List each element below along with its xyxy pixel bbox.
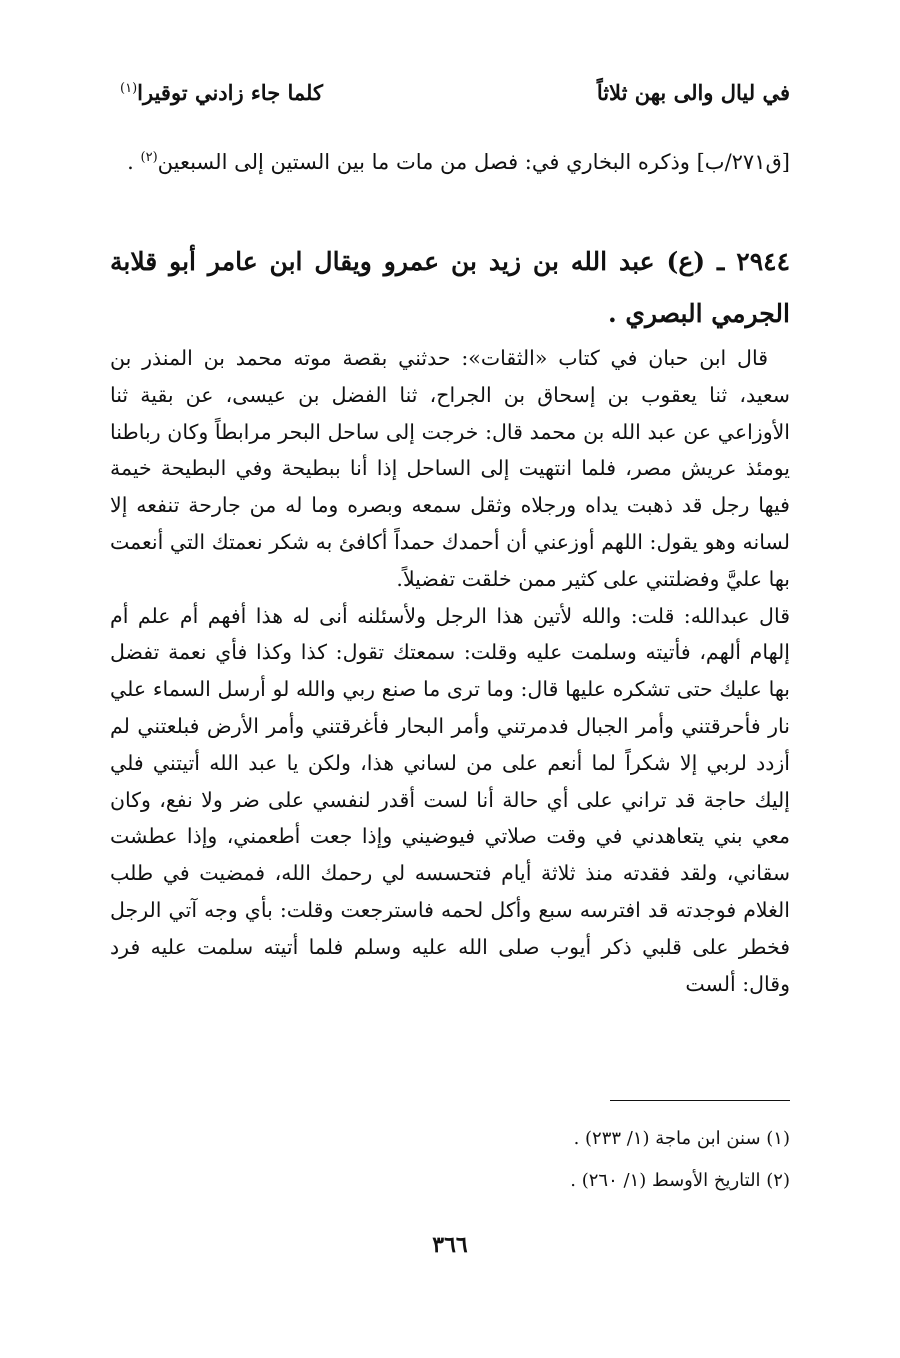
verse-right-hemistich: في ليال والى بهن ثلاثاً [596,80,790,105]
footnote-ref-2[interactable]: (٢) [140,150,158,165]
intro-body: [ق٢٧١/ب] وذكره البخاري في: فصل من مات ما بين الستين إلى السبعين [157,150,790,174]
poetry-verse [120,80,790,105]
body-text [110,340,790,1002]
page-number: ٣٦٦ [432,1232,468,1258]
verse-left-text: كلما جاء زادني توقيرا [137,80,323,105]
footnote-divider [610,1100,790,1101]
footnote-item: (٢) التاريخ الأوسط (١/ ٢٦٠) . [570,1170,790,1191]
intro-tail: . [127,150,141,174]
verse-left-hemistich [120,80,323,105]
footnote-ref-1[interactable]: (١) [120,81,138,96]
intro-text [110,138,790,182]
footnote-item: (١) سنن ابن ماجة (١/ ٢٣٣) . [573,1128,790,1149]
footnotes [110,1118,790,1202]
paragraph: قال ابن حبان في كتاب «الثقات»: حدثني بقصة موته محمد بن المنذر بن سعيد، ثنا يعقوب بن إسحاق بن الجراح، ثنا الفضل بن عيسى، عن بقية ثنا الأوزاعي عن عبد الله بن محمد قال: خرجت إلى ساحل البحر مرابطاً وكان رباطنا يومئذ عريش مصر، فلما انتهيت إلى الساحل إذا أنا ببطيحة وفي البطيحة خيمة فيها رجل قد ذهبت يداه ورجلاه وثقل سمعه وبصره وما له من جارحة تنفعه إلا لسانه وهو يقول: اللهم أوزعني أن أحمدك حمداً أكافئ به شكر نعمتك التي أنعمت بها عليَّ وفضلتني على كثير ممن خلقت تفضيلاً. [110,346,790,591]
paragraph: قال عبدالله: قلت: والله لأتين هذا الرجل ولأسئلنه أنى له هذا أفهم أم علم أم إلهام ألهم، فأتيته وسلمت عليه وقلت: سمعتك تقول: كذا وكذا فأي نعمة تفضل بها عليك حتى تشكره عليها قال: وما ترى ما صنع ربي والله لو أرسل السماء علي نار فأحرقتني وأمر الجبال فدمرتني وأمر البحار فأغرقتني وأمر الأرض فبلعتني لم أزدد لربي إلا شكراً لما أنعم على من لساني هذا، ولكن يا عبد الله أتيتني فلي إليك حاجة قد تراني على أي حالة أنا لست أقدر لنفسي على ضر ولا نفع، وكان معي بني يتعاهدني في وقت صلاتي فيوضيني وإذا جعت أطعمني، وإذا عطشت سقاني، ولقد فقدته منذ ثلاثة أيام فتحسسه لي رحمك الله، فمضيت في طلب الغلام فوجدته قد افترسه سبع وأكل لحمه فاسترجعت وقلت: بأي وجه آتي الرجل فخطر على قلبي ذكر أيوب صلى الله عليه وسلم فلما أتيته سلمت عليه فرد وقال: ألست [110,603,790,996]
entry-heading: ٢٩٤٤ ـ (ع) عبد الله بن زيد بن عمرو ويقال ابن عامر أبو قلابة الجرمي البصري . [110,247,790,328]
